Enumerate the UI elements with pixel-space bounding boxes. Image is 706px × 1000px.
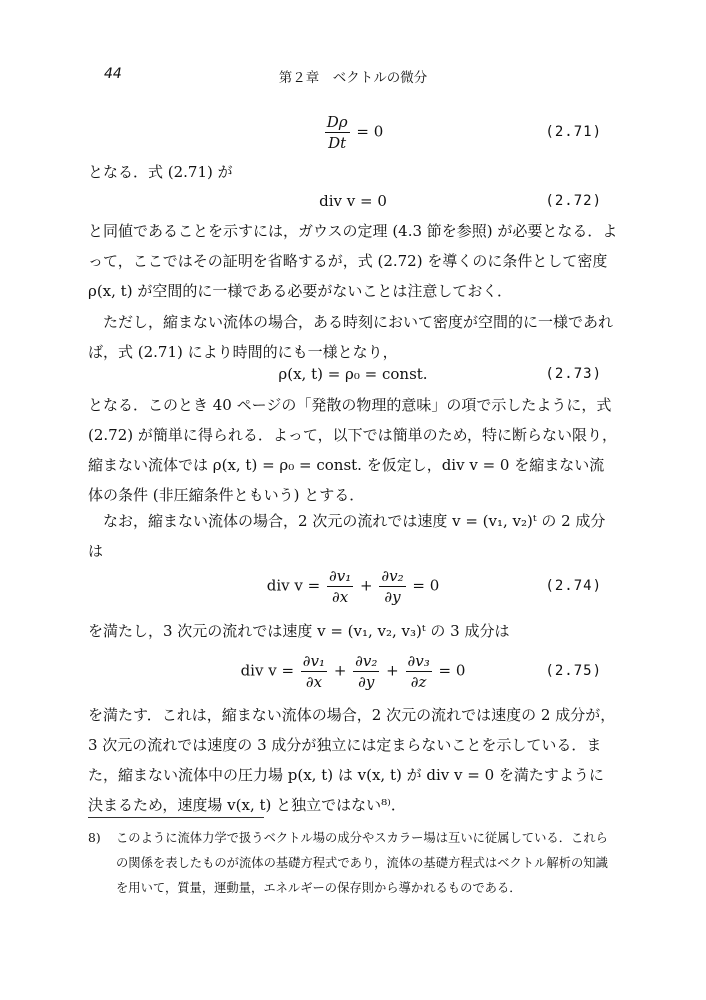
page-number: 44 xyxy=(104,66,122,82)
equation-rhs: = 0 xyxy=(351,122,384,141)
paragraph: を満たす．これは，縮まない流体の場合，2 次元の流れでは速度の 2 成分が，3 次元の流れでは速度の 3 成分が独立には定まらないことを示している．また，縮まない流体中の圧力場 p(x, t) は v(x, t) が div v = 0 を満たすように決まるため，速度場 v(x, t) と独立ではない⁸⁾． xyxy=(88,706,616,814)
equation-2-71 xyxy=(88,112,618,152)
plus-sign: + xyxy=(355,576,378,595)
equation-2-75 xyxy=(88,651,618,691)
fraction-denominator: ∂x xyxy=(305,673,323,691)
paragraph: となる．このとき 40 ページの「発散の物理的意味」の項で示したように，式 (2.72) が簡単に得られる．よって，以下では簡単のため，特に断らない限り，縮まない流体では ρ(x, t) = ρ₀ = const. を仮定し，div v = 0 を縮まない流体の条件 (非圧縮条件ともいう) とする． xyxy=(88,396,617,504)
fraction-denominator: ∂z xyxy=(410,673,427,691)
footnote-rule xyxy=(88,817,264,818)
plus-sign: + xyxy=(381,661,404,680)
paragraph: なお，縮まない流体の場合，2 次元の流れでは速度 v = (v₁, v₂)ᵗ の 2 成分は xyxy=(88,512,606,560)
equation-number: (2.75) xyxy=(545,663,602,679)
equation-body: ρ(x, t) = ρ₀ = const. xyxy=(278,365,428,383)
equation-2-74 xyxy=(88,566,618,606)
equation-body: div v = 0 xyxy=(319,192,387,210)
footnote xyxy=(88,826,620,901)
fraction-numerator: ∂v₁ xyxy=(302,652,326,670)
fraction-numerator: ∂v₂ xyxy=(381,567,404,585)
fraction-numerator: ∂v₂ xyxy=(355,652,378,670)
fraction-denominator: ∂y xyxy=(384,588,401,606)
equation-number: (2.73) xyxy=(545,366,602,382)
equation-lhs: div v = xyxy=(266,576,325,595)
equation-lhs: div v = xyxy=(240,661,299,680)
plus-sign: + xyxy=(329,661,352,680)
fraction-dv2-dy xyxy=(379,566,405,607)
paragraph: と同値であることを示すには，ガウスの定理 (4.3 節を参照) が必要となる．よって，ここではその証明を省略するが，式 (2.72) を導くのに条件として密度 ρ(x, t) が空間的に一様である必要がないことは注意しておく． xyxy=(88,222,618,300)
fraction-dv3-dz xyxy=(406,651,432,692)
fraction-dv2-dy xyxy=(353,651,379,692)
paragraph: となる．式 (2.71) が xyxy=(88,163,233,181)
fraction-drho-dt xyxy=(325,112,350,153)
equation-rhs: = 0 xyxy=(407,576,440,595)
footnote-mark: 8) xyxy=(88,831,101,845)
fraction-dv1-dx xyxy=(327,566,353,607)
fraction-numerator: ∂v₃ xyxy=(407,652,430,670)
running-header xyxy=(90,66,616,86)
equation-number: (2.72) xyxy=(545,193,602,209)
fraction-denominator: ∂x xyxy=(332,588,349,606)
fraction-numerator: ∂v₁ xyxy=(328,567,352,585)
paragraph: ただし，縮まない流体の場合，ある時刻において密度が空間的に一様であれば，式 (2.71) により時間的にも一様となり， xyxy=(88,313,614,361)
fraction-numerator: Dρ xyxy=(326,113,348,131)
fraction-denominator: Dt xyxy=(328,134,347,152)
footnote-text: このように流体力学で扱うベクトル場の成分やスカラー場は互いに従属している．これらの関係を表したものが流体の基礎方程式であり，流体の基礎方程式はベクトル解析の知識を用いて，質量，運動量，エネルギーの保存則から導かれるものである． xyxy=(116,831,608,895)
equation-number: (2.74) xyxy=(545,578,602,594)
paragraph: を満たし，3 次元の流れでは速度 v = (v₁, v₂, v₃)ᵗ の 3 成分は xyxy=(88,622,510,640)
fraction-dv1-dx xyxy=(301,651,327,692)
equation-number: (2.71) xyxy=(545,124,602,140)
fraction-denominator: ∂y xyxy=(358,673,375,691)
equation-rhs: = 0 xyxy=(433,661,466,680)
chapter-title: 第２章 ベクトルの微分 xyxy=(278,70,428,86)
